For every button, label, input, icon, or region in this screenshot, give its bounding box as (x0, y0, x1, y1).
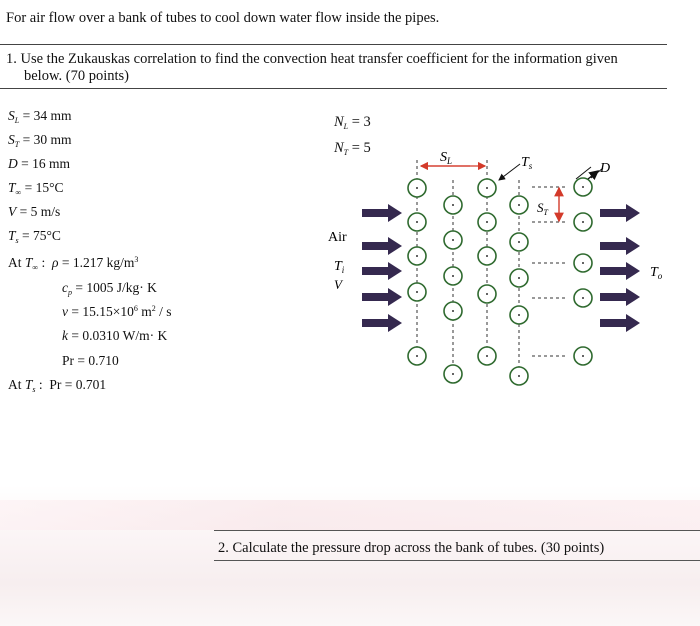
outlet-arrow-2 (600, 237, 640, 255)
question-2: 2. Calculate the pressure drop across the bank of tubes. (30 points) (218, 540, 605, 556)
question-1-line-1: 1. Use the Zukauskas correlation to find the convection heat transfer coefficient for the information given (6, 51, 618, 67)
inlet-arrow-3 (362, 262, 402, 280)
given-nu: $\nu = 15.15\times 10^6$ $m^2$ / s (62, 304, 172, 319)
given-Pr: Pr = 0.710 (62, 353, 119, 368)
Ts-label: $T_s$ (521, 155, 533, 171)
given-Tinf: $T_\infty = 15^\circ C$ (8, 180, 64, 197)
ST-dimension (537, 188, 559, 221)
problem-statement: For air flow over a bank of tubes to cool down water flow inside the pipes. (6, 10, 440, 26)
SL-label: $S_L$ (440, 150, 453, 166)
D-dimension (576, 161, 610, 179)
divider-question-2-top (214, 530, 700, 531)
outlet-flow-arrows (600, 204, 640, 332)
inlet-arrow-4 (362, 288, 402, 306)
V-label: V (334, 277, 342, 292)
divider-question-2-bottom (214, 560, 700, 561)
outlet-arrow-5 (600, 314, 640, 332)
given-cp: $c_p = 1005$ J/kg· K (62, 280, 157, 297)
inlet-flow-arrows (362, 204, 402, 332)
tube-column-1 (408, 179, 426, 365)
To-label: $T_o$ (650, 265, 663, 281)
air-label: Air (328, 230, 347, 245)
given-rho: At $T_\infty$ : ρ = 1.217 $kg/m^3$ (8, 255, 139, 272)
given-SL: $S_L = 34$ mm (8, 108, 72, 125)
given-D: D = 16 mm (8, 156, 70, 171)
given-V: V = 5 m/s (8, 204, 61, 219)
Ts-callout (499, 155, 533, 180)
given-Prs: At $T_s$ : Pr = 0.701 (8, 377, 107, 394)
given-NT: $N_T = 5$ (334, 140, 371, 157)
tube-column-5 (574, 178, 592, 365)
inlet-arrow-5 (362, 314, 402, 332)
outlet-arrow-1 (600, 204, 640, 222)
Ti-label: $T_i$ (334, 259, 345, 275)
given-Ts: $T_s = 75^\circ C$ (8, 228, 61, 245)
inlet-arrow-2 (362, 237, 402, 255)
tube-column-3 (478, 179, 496, 365)
ST-label: $S_T$ (537, 200, 548, 217)
outlet-arrow-3 (600, 262, 640, 280)
given-NL: $N_L = 3$ (334, 114, 371, 131)
outlet-arrow-4 (600, 288, 640, 306)
question-1-line-2: below. (70 points) (24, 68, 129, 84)
given-k: k = 0.0310 W/m· K (62, 328, 168, 343)
SL-dimension (421, 150, 485, 166)
given-ST: $S_T = 30$ mm (8, 132, 72, 149)
inlet-arrow-1 (362, 204, 402, 222)
D-label: D (600, 161, 611, 176)
